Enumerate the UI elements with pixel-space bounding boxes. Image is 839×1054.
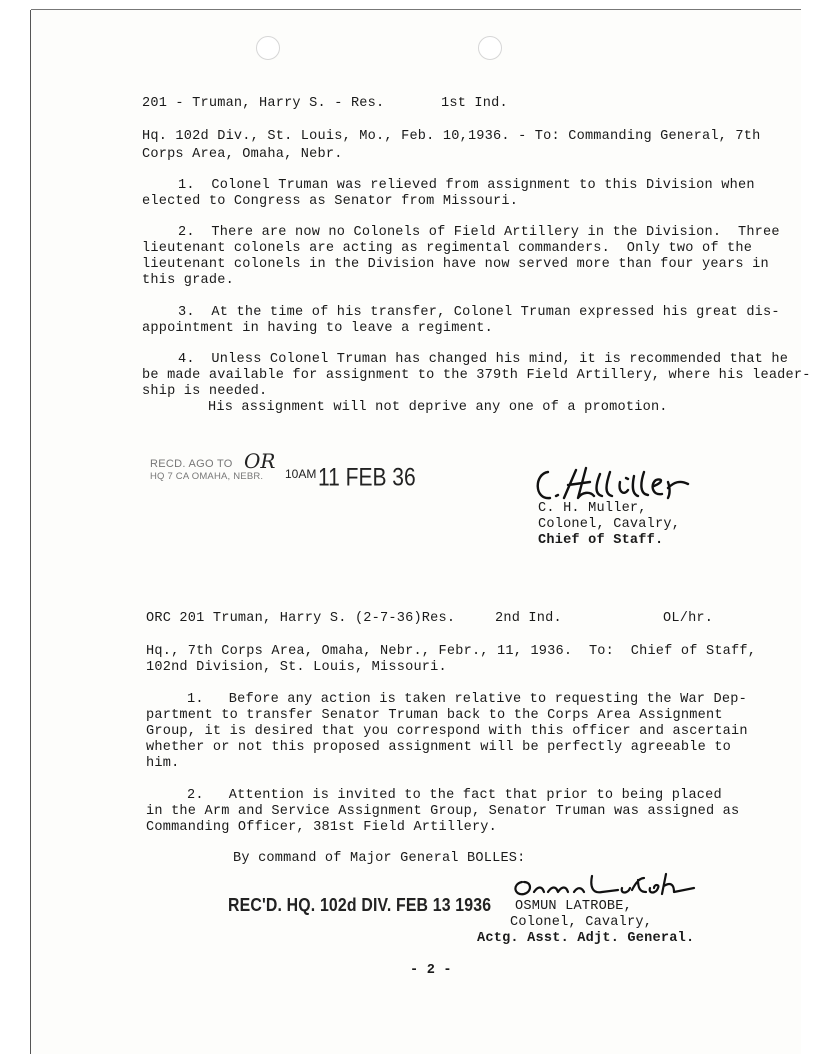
second-ind-paragraph-1: 1. Before any action is taken relative to requesting the War Dep- [187, 692, 747, 707]
first-ind-paragraph-1: elected to Congress as Senator from Missouri. [142, 194, 519, 209]
second-ind-header: Hq., 7th Corps Area, Omaha, Nebr., Febr., 11, 1936. To: Chief of Staff, [146, 644, 757, 659]
first-ind-header: Corps Area, Omaha, Nebr. [142, 147, 343, 162]
second-ind-paragraph-2: 2. Attention is invited to the fact that prior to being placed [187, 788, 722, 803]
received-stamp-time: 10AM [285, 467, 317, 481]
first-ind-label: 1st Ind. [441, 96, 508, 111]
received-stamp-line: HQ 7 CA OMAHA, NEBR. [150, 471, 264, 482]
second-ind-paragraph-1: him. [146, 756, 180, 771]
signer-title: Chief of Staff. [538, 533, 664, 548]
page-number: - 2 - [410, 963, 452, 978]
command-line: By command of Major General BOLLES: [233, 851, 526, 866]
second-ind-paragraph-1: Group, it is desired that you correspond with this officer and ascertain [146, 724, 748, 739]
received-stamp-handwritten: OR [244, 449, 276, 473]
signer-title: Actg. Asst. Adjt. General. [477, 931, 695, 946]
second-ind-file-ref: ORC 201 Truman, Harry S. (2-7-36)Res. [146, 611, 456, 626]
first-ind-paragraph-4: 4. Unless Colonel Truman has changed his mind, it is recommended that he [178, 352, 789, 367]
received-stamp-102d: REC'D. HQ. 102d DIV. FEB 13 1936 [228, 895, 492, 915]
first-ind-paragraph-2: 2. There are now no Colonels of Field Artillery in the Division. Three [178, 225, 780, 240]
second-ind-paragraph-2: Commanding Officer, 381st Field Artillery. [146, 820, 498, 835]
signer-name: C. H. Muller, [538, 501, 647, 516]
received-stamp-date: 11 FEB 36 [318, 464, 416, 492]
second-ind-paragraph-1: whether or not this proposed assignment will be perfectly agreeable to [146, 740, 732, 755]
signer-rank: Colonel, Cavalry, [538, 517, 681, 532]
first-ind-paragraph-2: lieutenant colonels in the Division have now served more than four years in [142, 257, 769, 272]
second-ind-paragraph-2: in the Arm and Service Assignment Group, Senator Truman was assigned as [146, 804, 740, 819]
signer-rank: Colonel, Cavalry, [510, 915, 653, 930]
first-ind-paragraph-2: this grade. [142, 273, 234, 288]
second-ind-label: 2nd Ind. [495, 611, 562, 626]
second-ind-paragraph-1: partment to transfer Senator Truman back to the Corps Area Assignment [146, 708, 723, 723]
first-ind-header: Hq. 102d Div., St. Louis, Mo., Feb. 10,1936. - To: Commanding General, 7th [142, 129, 761, 144]
first-ind-paragraph-1: 1. Colonel Truman was relieved from assignment to this Division when [178, 178, 755, 193]
first-ind-paragraph-3: appointment in having to leave a regiment. [142, 321, 494, 336]
first-ind-paragraph-2: lieutenant colonels are acting as regimental commanders. Only two of the [142, 241, 753, 256]
signer-name: OSMUN LATROBE, [515, 899, 633, 914]
signature-latrobe [508, 866, 708, 902]
first-ind-paragraph-3: 3. At the time of his transfer, Colonel Truman expressed his great dis- [178, 305, 780, 320]
first-ind-paragraph-4: be made available for assignment to the 379th Field Artillery, where his leader- [142, 368, 811, 383]
page-margin [801, 0, 839, 1054]
punch-hole [256, 36, 280, 60]
first-ind-paragraph-4: ship is needed. [142, 384, 268, 399]
first-ind-paragraph-4: His assignment will not deprive any one of a promotion. [208, 400, 668, 415]
first-ind-file-ref: 201 - Truman, Harry S. - Res. [142, 96, 385, 111]
second-ind-initials: OL/hr. [663, 611, 714, 626]
second-ind-header: 102nd Division, St. Louis, Missouri. [146, 660, 447, 675]
received-stamp-line: RECD. AGO TO [150, 458, 233, 470]
punch-hole [478, 36, 502, 60]
